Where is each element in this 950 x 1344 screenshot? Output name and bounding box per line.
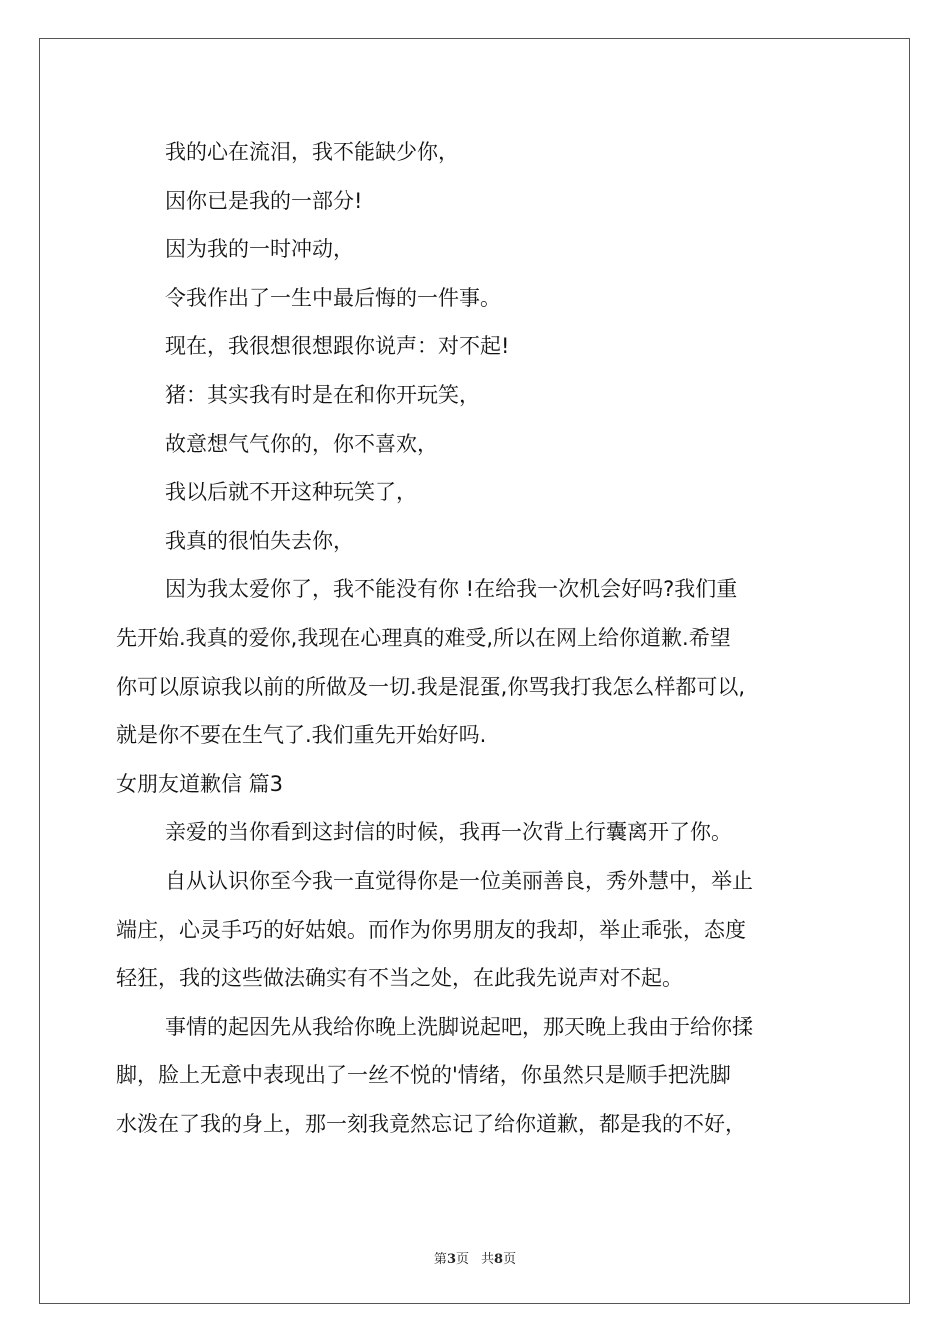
poem-line: 我的心在流泪，我不能缺少你， <box>165 140 459 164</box>
poem-line: 因你已是我的一部分! <box>165 188 363 213</box>
poem-line: 故意想气气你的，你不喜欢， <box>165 431 438 456</box>
document-body <box>116 128 856 1148</box>
poem-line: 猪：其实我有时是在和你开玩笑， <box>165 382 480 407</box>
paragraph-line: 先开始.我真的爱你,我现在心理真的难受,所以在网上给你道歉.希望 <box>116 625 731 650</box>
page-footer <box>0 1248 950 1267</box>
paragraph-line: 自从认识你至今我一直觉得你是一位美丽善良，秀外慧中，举止 <box>165 868 753 893</box>
paragraph-line: 轻狂，我的这些做法确实有不当之处，在此我先说声对不起。 <box>116 966 683 991</box>
paragraph-line: 端庄，心灵手巧的好姑娘。而作为你男朋友的我却，举止乖张，态度 <box>116 917 746 942</box>
paragraph-line: 事情的起因先从我给你晚上洗脚说起吧，那天晚上我由于给你揉 <box>165 1014 753 1039</box>
page-prefix: 第 <box>433 1252 447 1267</box>
total-prefix: 共 <box>481 1252 495 1267</box>
section-heading: 女朋友道歉信 篇3 <box>116 771 284 796</box>
current-page-number: 3 <box>446 1252 456 1267</box>
poem-line: 我真的很怕失去你， <box>165 528 354 553</box>
poem-line: 因为我的一时冲动， <box>165 237 354 262</box>
page-suffix: 页 <box>455 1252 469 1267</box>
total-suffix: 页 <box>503 1252 517 1267</box>
paragraph-line: 水泼在了我的身上，那一刻我竟然忘记了给你道歉，都是我的不好， <box>116 1111 746 1136</box>
paragraph-line: 脚，脸上无意中表现出了一丝不悦的'情绪，你虽然只是顺手把洗脚 <box>116 1063 731 1088</box>
total-page-number: 8 <box>494 1252 504 1267</box>
paragraph-line: 因为我太爱你了，我不能没有你 !在给我一次机会好吗?我们重 <box>165 577 738 602</box>
poem-line: 令我作出了一生中最后悔的一件事。 <box>165 285 501 310</box>
paragraph-line: 你可以原谅我以前的所做及一切.我是混蛋,你骂我打我怎么样都可以, <box>116 674 746 699</box>
poem-line: 现在，我很想很想跟你说声：对不起! <box>165 334 510 359</box>
paragraph-line: 亲爱的当你看到这封信的时候，我再一次背上行囊离开了你。 <box>165 820 732 845</box>
poem-line: 我以后就不开这种玩笑了， <box>165 480 417 505</box>
paragraph-line: 就是你不要在生气了.我们重先开始好吗. <box>116 723 487 748</box>
